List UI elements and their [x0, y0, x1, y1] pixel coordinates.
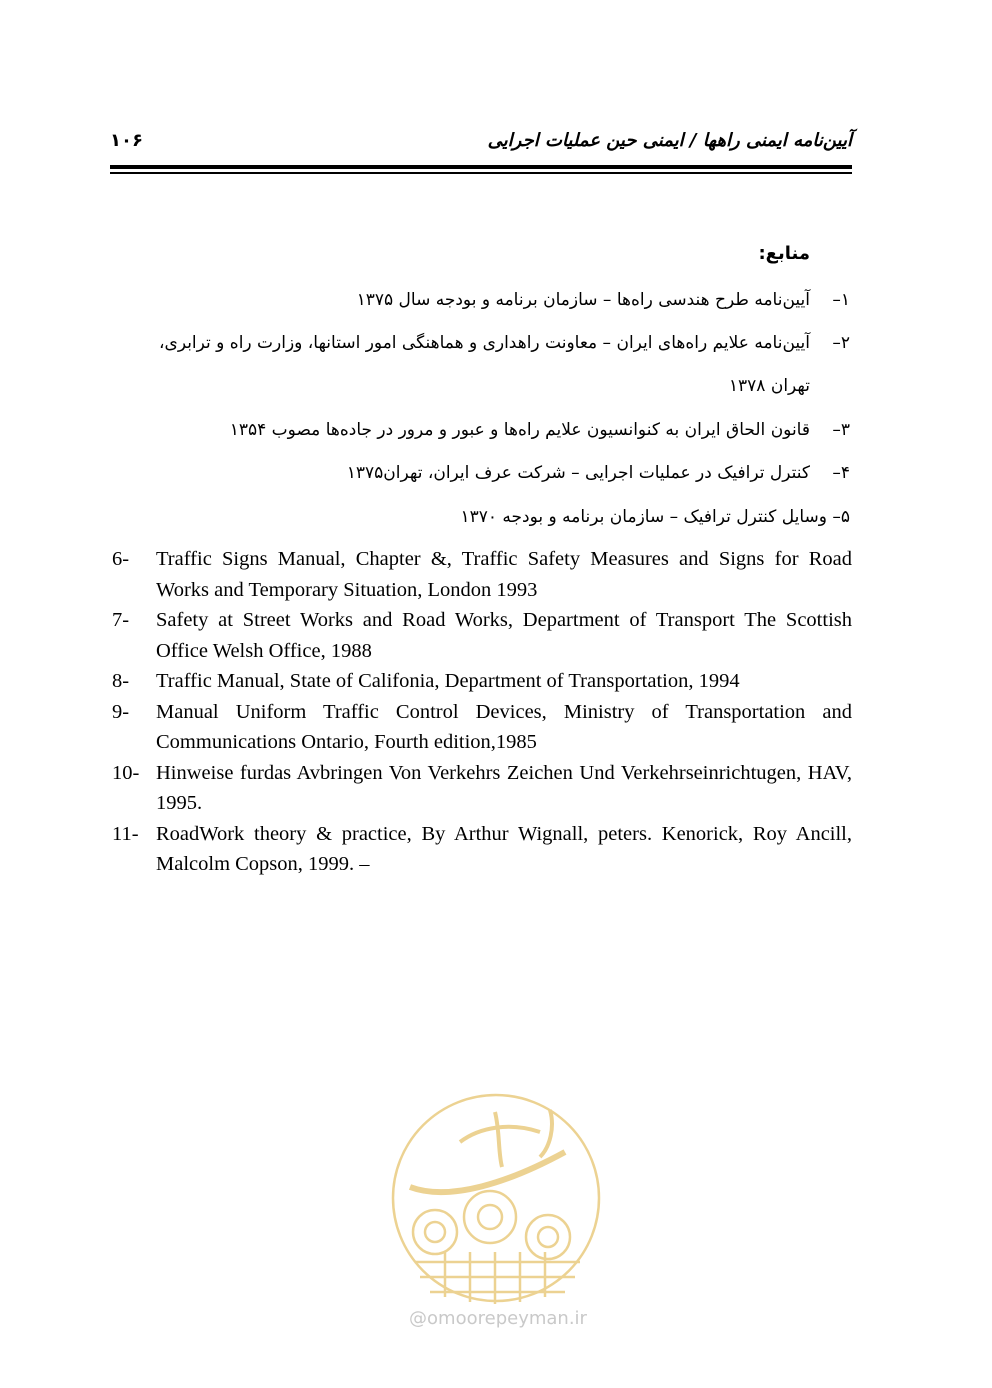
english-references [112, 544, 852, 880]
reference-text: Safety at Street Works and Road Works, Department of Transport The Scottish Office Welsh Office, 1988 [156, 609, 852, 662]
page-header [110, 128, 852, 158]
header-rule-thin [110, 172, 852, 174]
reference-text: RoadWork theory & practice, By Arthur Wignall, peters. Kenorick, Roy Ancill, Malcolm Copson, 1999. – [156, 822, 852, 875]
reference-text-continued: تهران ۱۳۷۸ [728, 376, 810, 396]
reference-text: Traffic Signs Manual, Chapter &, Traffic Safety Measures and Signs for Road Works and Temporary Situation, London 1993 [156, 548, 852, 601]
list-item [112, 544, 852, 605]
reference-text: آیین‌نامه طرح هندسی راه‌ها – سازمان برنامه و بودجه سال ۱۳۷۵ [356, 290, 810, 310]
reference-text: قانون الحاق ایران به کنوانسیون علایم راه‌ها و عبور و مرور در جاده‌ها مصوب ۱۳۵۴ [229, 420, 810, 440]
reference-number: ۴– [832, 463, 850, 483]
reference-number: 8- [112, 670, 130, 692]
reference-text: Traffic Manual, State of Califonia, Department of Transportation, 1994 [156, 670, 740, 692]
list-item [112, 697, 852, 758]
reference-text: آیین‌نامه علایم راه‌های ایران – معاونت راهداری و هماهنگی امور استانها، وزارت راه و ترابری، [159, 333, 810, 353]
reference-text: کنترل ترافیک در عملیات اجرایی – شرکت عرف ایران، تهران۱۳۷۵ [346, 463, 810, 483]
watermark-site: @omoorepeyman.ir [409, 1308, 587, 1329]
reference-number: 11- [112, 822, 139, 845]
reference-number: ۱– [832, 290, 850, 310]
reference-number: 10- [112, 761, 140, 784]
references-heading: منابع: [758, 243, 810, 264]
page-number: ۱۰۶ [110, 130, 143, 151]
reference-number: ۳– [832, 420, 850, 440]
list-item [112, 666, 852, 697]
list-item [112, 819, 852, 880]
reference-text: Manual Uniform Traffic Control Devices, Ministry of Transportation and Communications Ontario, Fourth edition,1985 [156, 700, 852, 753]
reference-number: 7- [112, 609, 130, 631]
reference-number: 9- [112, 700, 130, 723]
watermark-logo [390, 1084, 602, 1304]
running-title: آیین‌نامه ایمنی راهها / ایمنی حین عملیات اجرایی [487, 130, 852, 151]
reference-number: 6- [112, 548, 130, 570]
watermark-logo-text: امور پیمان [390, 1084, 434, 1095]
header-rule-thick [110, 165, 852, 169]
reference-text: Hinweise furdas Avbringen Von Verkehrs Zeichen Und Verkehrseinrichtugen, HAV, 1995. [156, 761, 852, 814]
list-item [112, 605, 852, 666]
reference-number: ۲– [832, 333, 850, 353]
reference-text: ۵– وسایل کنترل ترافیک – سازمان برنامه و بودجه ۱۳۷۰ [460, 507, 850, 527]
list-item [112, 758, 852, 819]
